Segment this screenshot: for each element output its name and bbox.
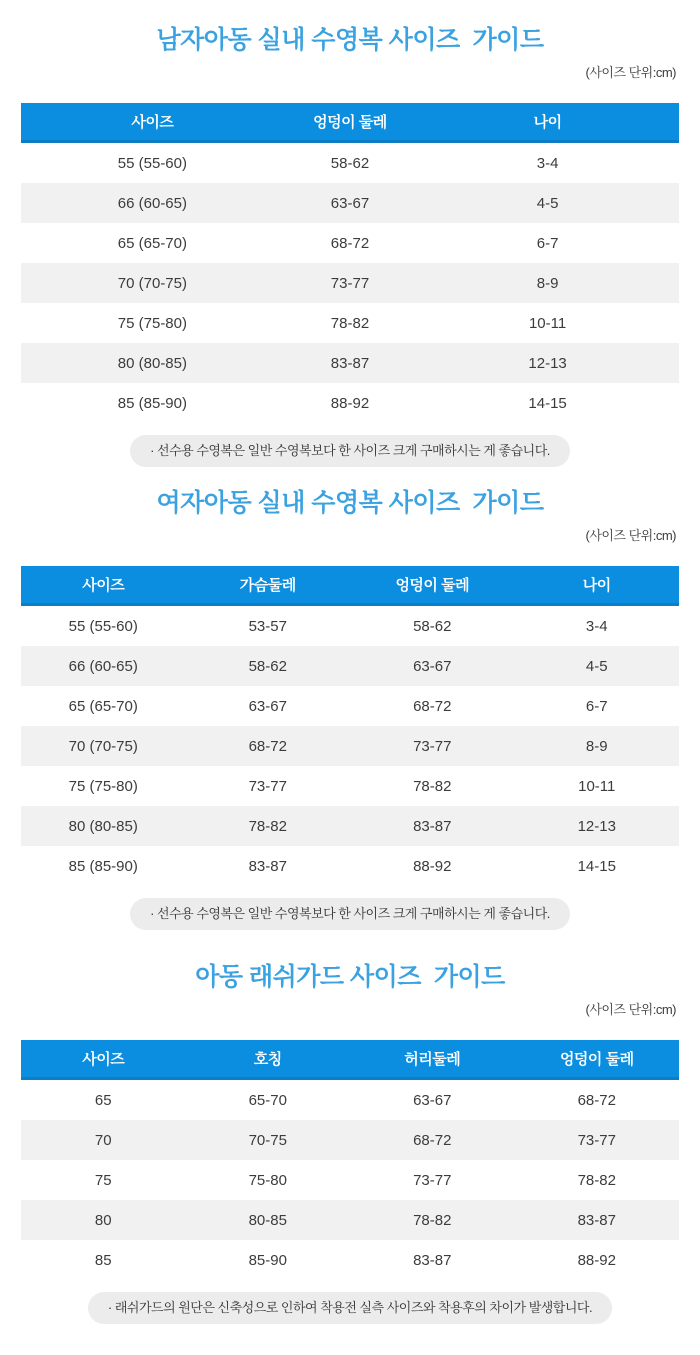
table-row: [21, 686, 679, 726]
table-cell: 55 (55-60): [68, 617, 138, 635]
column-header: 엉덩이 둘레: [515, 1040, 680, 1079]
table-cell: 83-87: [413, 1251, 452, 1269]
column-header: 엉덩이 둘레: [350, 566, 515, 605]
column-header: 사이즈: [21, 566, 186, 605]
table-cell: 66 (60-65): [68, 657, 138, 675]
table-cell: 78-82: [248, 817, 287, 835]
table-header-row: [21, 103, 679, 142]
column-header: 사이즈: [21, 1040, 186, 1079]
unit-label: (사이즈 단위:cm): [585, 1002, 676, 1017]
table-row: [21, 846, 679, 886]
table-cell: 75 (75-80): [117, 314, 187, 332]
table-cell: 83-87: [248, 857, 287, 875]
table-cell: 68-72: [248, 737, 287, 755]
unit-label: (사이즈 단위:cm): [585, 65, 676, 80]
table-cell: 66 (60-65): [117, 194, 187, 212]
note-pill: · 선수용 수영복은 일반 수영복보다 한 사이즈 크게 구매하시는 게 좋습니다.: [130, 898, 570, 930]
table-cell: 80-85: [248, 1211, 287, 1229]
table-cell: 78-82: [413, 777, 452, 795]
table-cell: 6-7: [585, 697, 608, 715]
table-row: [21, 726, 679, 766]
table-cell: 73-77: [577, 1131, 616, 1149]
table-cell: 65 (65-70): [117, 234, 187, 252]
rashguard-guide-title: 아동 래쉬가드 사이즈 가이드: [195, 963, 505, 991]
table-cell: 12-13: [577, 817, 616, 835]
table-row: [21, 806, 679, 846]
table-cell: 83-87: [330, 354, 370, 372]
table-row: [21, 1200, 679, 1240]
table-cell: 70: [94, 1131, 112, 1149]
table-cell: 68-72: [577, 1091, 616, 1109]
table-cell: 65: [94, 1091, 112, 1109]
table-row: [21, 766, 679, 806]
table-cell: 53-57: [248, 617, 287, 635]
column-header: 나이: [416, 103, 679, 142]
table-cell: 73-77: [413, 1171, 452, 1189]
unit-label: (사이즈 단위:cm): [585, 528, 676, 543]
column-header: 나이: [515, 566, 680, 605]
girls-swimsuit-guide-section: [0, 485, 700, 930]
table-cell: 70 (70-75): [68, 737, 138, 755]
table-cell: 68-72: [330, 234, 370, 252]
rashguard-guide-section: [0, 959, 700, 1324]
table-cell: 14-15: [528, 394, 567, 412]
table-cell: 14-15: [577, 857, 616, 875]
table-cell: 70 (70-75): [117, 274, 187, 292]
table-cell: 4-5: [585, 657, 608, 675]
column-header: 호칭: [186, 1040, 351, 1079]
size-guide-page: [0, 22, 700, 1324]
note-pill: · 선수용 수영복은 일반 수영복보다 한 사이즈 크게 구매하시는 게 좋습니다.: [130, 435, 570, 467]
table-cell: 80 (80-85): [117, 354, 187, 372]
table-row: [21, 605, 679, 647]
table-cell: 70-75: [248, 1131, 287, 1149]
table-row: [21, 263, 679, 303]
table-row: [21, 1120, 679, 1160]
table-cell: 68-72: [413, 697, 452, 715]
table-header-row: [21, 566, 679, 605]
table-row: [21, 183, 679, 223]
column-header: 허리둘레: [350, 1040, 515, 1079]
table-cell: 68-72: [413, 1131, 452, 1149]
table-row: [21, 1240, 679, 1280]
table-cell: 85-90: [248, 1251, 287, 1269]
table-row: [21, 223, 679, 263]
table-cell: 75 (75-80): [68, 777, 138, 795]
table-cell: 80 (80-85): [68, 817, 138, 835]
table-cell: 3-4: [536, 154, 559, 172]
table-cell: 10-11: [578, 777, 616, 795]
column-header: 가슴둘레: [186, 566, 351, 605]
table-cell: 78-82: [577, 1171, 616, 1189]
girls-guide-title: 여자아동 실내 수영복 사이즈 가이드: [156, 489, 544, 517]
table-cell: 65 (65-70): [68, 697, 138, 715]
table-cell: 78-82: [330, 314, 370, 332]
table-row: [21, 303, 679, 343]
table-header-row: [21, 1040, 679, 1079]
table-cell: 63-67: [413, 1091, 452, 1109]
table-cell: 58-62: [330, 154, 370, 172]
boys-swimsuit-guide-section: [0, 22, 700, 467]
table-row: [21, 142, 679, 184]
table-cell: 85 (85-90): [117, 394, 187, 412]
table-row: [21, 1160, 679, 1200]
table-cell: 8-9: [585, 737, 608, 755]
boys-guide-title: 남자아동 실내 수영복 사이즈 가이드: [156, 26, 544, 54]
table-cell: 6-7: [536, 234, 559, 252]
column-header: 사이즈: [21, 103, 284, 142]
table-cell: 73-77: [413, 737, 452, 755]
table-cell: 88-92: [577, 1251, 616, 1269]
table-cell: 85 (85-90): [68, 857, 138, 875]
table-cell: 85: [94, 1251, 112, 1269]
column-header: 엉덩이 둘레: [284, 103, 416, 142]
table-cell: 65-70: [248, 1091, 287, 1109]
boys-note-row: [0, 435, 700, 467]
table-cell: 88-92: [413, 857, 452, 875]
girls-swimsuit-size-table: [21, 566, 679, 886]
table-cell: 75: [94, 1171, 112, 1189]
table-row: [21, 646, 679, 686]
table-cell: 63-67: [413, 657, 452, 675]
table-row: [21, 343, 679, 383]
table-cell: 63-67: [330, 194, 370, 212]
table-cell: 83-87: [577, 1211, 616, 1229]
table-cell: 83-87: [413, 817, 452, 835]
rashguard-note-row: [0, 1292, 700, 1324]
table-cell: 55 (55-60): [117, 154, 187, 172]
table-cell: 10-11: [528, 314, 567, 332]
table-cell: 3-4: [585, 617, 608, 635]
table-cell: 78-82: [413, 1211, 452, 1229]
table-cell: 12-13: [528, 354, 567, 372]
table-cell: 8-9: [536, 274, 559, 292]
girls-note-row: [0, 898, 700, 930]
note-pill: · 래쉬가드의 원단은 신축성으로 인하여 착용전 실측 사이즈와 착용후의 차이가 발생합니다.: [88, 1292, 612, 1324]
table-cell: 73-77: [248, 777, 287, 795]
table-cell: 73-77: [330, 274, 370, 292]
table-row: [21, 1079, 679, 1121]
table-cell: 63-67: [248, 697, 287, 715]
table-cell: 88-92: [330, 394, 370, 412]
table-cell: 75-80: [248, 1171, 287, 1189]
table-cell: 58-62: [248, 657, 287, 675]
table-row: [21, 383, 679, 423]
table-cell: 80: [94, 1211, 112, 1229]
rashguard-size-table: [21, 1040, 679, 1280]
table-cell: 58-62: [413, 617, 452, 635]
table-cell: 4-5: [536, 194, 559, 212]
boys-swimsuit-size-table: [21, 103, 679, 423]
